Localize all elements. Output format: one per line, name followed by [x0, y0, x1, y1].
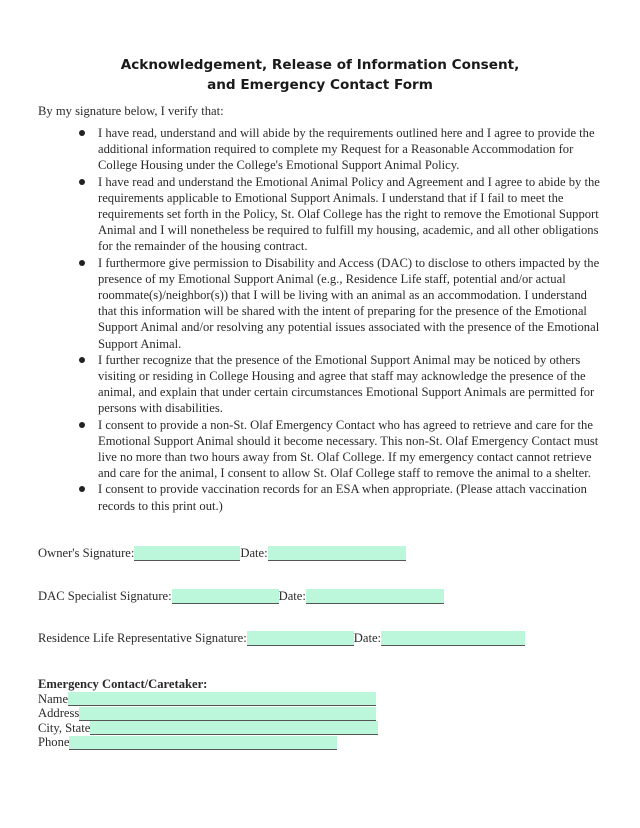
acknowledgement-list — [77, 125, 603, 514]
list-item — [77, 481, 603, 513]
emergency-contact-section — [38, 677, 378, 750]
reslife-signature-field[interactable] — [247, 631, 354, 646]
reslife-date-field[interactable] — [381, 631, 525, 646]
title-line-2: and Emergency Contact Form — [207, 77, 433, 93]
title-line-1: Acknowledgement, Release of Information Consent, — [120, 57, 520, 73]
dac-signature-field[interactable] — [172, 589, 279, 604]
form-title — [0, 55, 640, 95]
city-state-label: City, State — [38, 720, 91, 735]
dac-date-field[interactable] — [306, 589, 444, 604]
list-item-text: I further recognize that the presence of the Emotional Support Animal may be noticed by others visiting or residing in College Housing and agree that staff may acknowledge the presence of the animal, and explain that under certain circumstances Emotional Support Animals are permitted for persons with disabilities. — [98, 352, 595, 416]
owner-signature-label: Owner's Signature: — [38, 546, 135, 560]
list-item-text: I furthermore give permission to Disability and Access (DAC) to disclose to others impacted by the presence of my Emotional Support Animal (e.g., Residence Life staff, potential and/or actual roommate(s)/neighbor(s)) that I will be living with an animal as an accommodation. I understand that this information will be shared with the intent of preparing for the presence of the Emotional Support Animal and/or resolving any potential issues associated with the presence of the Emotional Support Animal. — [98, 255, 600, 351]
owner-signature-row — [38, 545, 406, 561]
list-item — [77, 352, 603, 417]
dac-date-label: Date: — [278, 589, 306, 603]
bullet-icon — [79, 422, 85, 428]
bullet-icon — [79, 260, 85, 266]
dac-signature-row — [38, 588, 444, 604]
city-state-field[interactable] — [90, 721, 378, 735]
emergency-contact-heading: Emergency Contact/Caretaker: — [38, 677, 208, 691]
city-state-row — [38, 721, 378, 736]
owner-signature-field[interactable] — [134, 546, 240, 561]
list-item — [77, 125, 603, 174]
bullet-icon — [79, 130, 85, 136]
reslife-signature-row — [38, 630, 525, 646]
list-item-text: I have read and understand the Emotional Animal Policy and Agreement and I agree to abide by the requirements applicable to Emotional Support Animals. I understand that if I fail to meet the requirements set forth in the Policy, St. Olaf College has the right to remove the Emotional Support Animal and I will nonetheless be required to fulfill my housing, academic, and all other obligations for the remainder of the housing contract. — [98, 174, 600, 254]
owner-date-label: Date: — [240, 546, 268, 560]
intro-text: By my signature below, I verify that: — [38, 104, 224, 118]
list-item — [77, 417, 603, 482]
name-field[interactable] — [68, 692, 376, 706]
list-item — [77, 174, 603, 255]
name-row — [38, 692, 378, 707]
dac-signature-label: DAC Specialist Signature: — [38, 589, 172, 603]
address-row — [38, 706, 378, 721]
list-item-text: I have read, understand and will abide by the requirements outlined here and I agree to provide the additional information required to complete my Request for a Reasonable Accommodation for College Housing under the College's Emotional Support Animal Policy. — [98, 126, 595, 173]
reslife-date-label: Date: — [353, 631, 382, 645]
name-label: Name — [38, 691, 69, 706]
bullet-icon — [79, 486, 85, 492]
owner-date-field[interactable] — [268, 546, 406, 561]
address-label: Address — [38, 706, 80, 720]
phone-field[interactable] — [69, 736, 337, 750]
list-item — [77, 255, 603, 352]
bullet-icon — [79, 179, 85, 185]
list-item-text: I consent to provide a non-St. Olaf Emergency Contact who has agreed to retrieve and care for the Emotional Support Animal should it become necessary. This non-St. Olaf Emergency Contact must live no more than two hours away from St. Olaf College. If my emergency contact cannot retrieve and care for the animal, I consent to allow St. Olaf College staff to remove the animal to a shelter. — [98, 417, 599, 481]
reslife-signature-label: Residence Life Representative Signature: — [38, 631, 247, 645]
phone-row — [38, 735, 378, 750]
address-field[interactable] — [79, 707, 376, 721]
bullet-icon — [79, 357, 85, 363]
phone-label: Phone — [38, 735, 70, 749]
list-item-text: I consent to provide vaccination records for an ESA when appropriate. (Please attach vaccination records to this print out.) — [98, 482, 587, 513]
